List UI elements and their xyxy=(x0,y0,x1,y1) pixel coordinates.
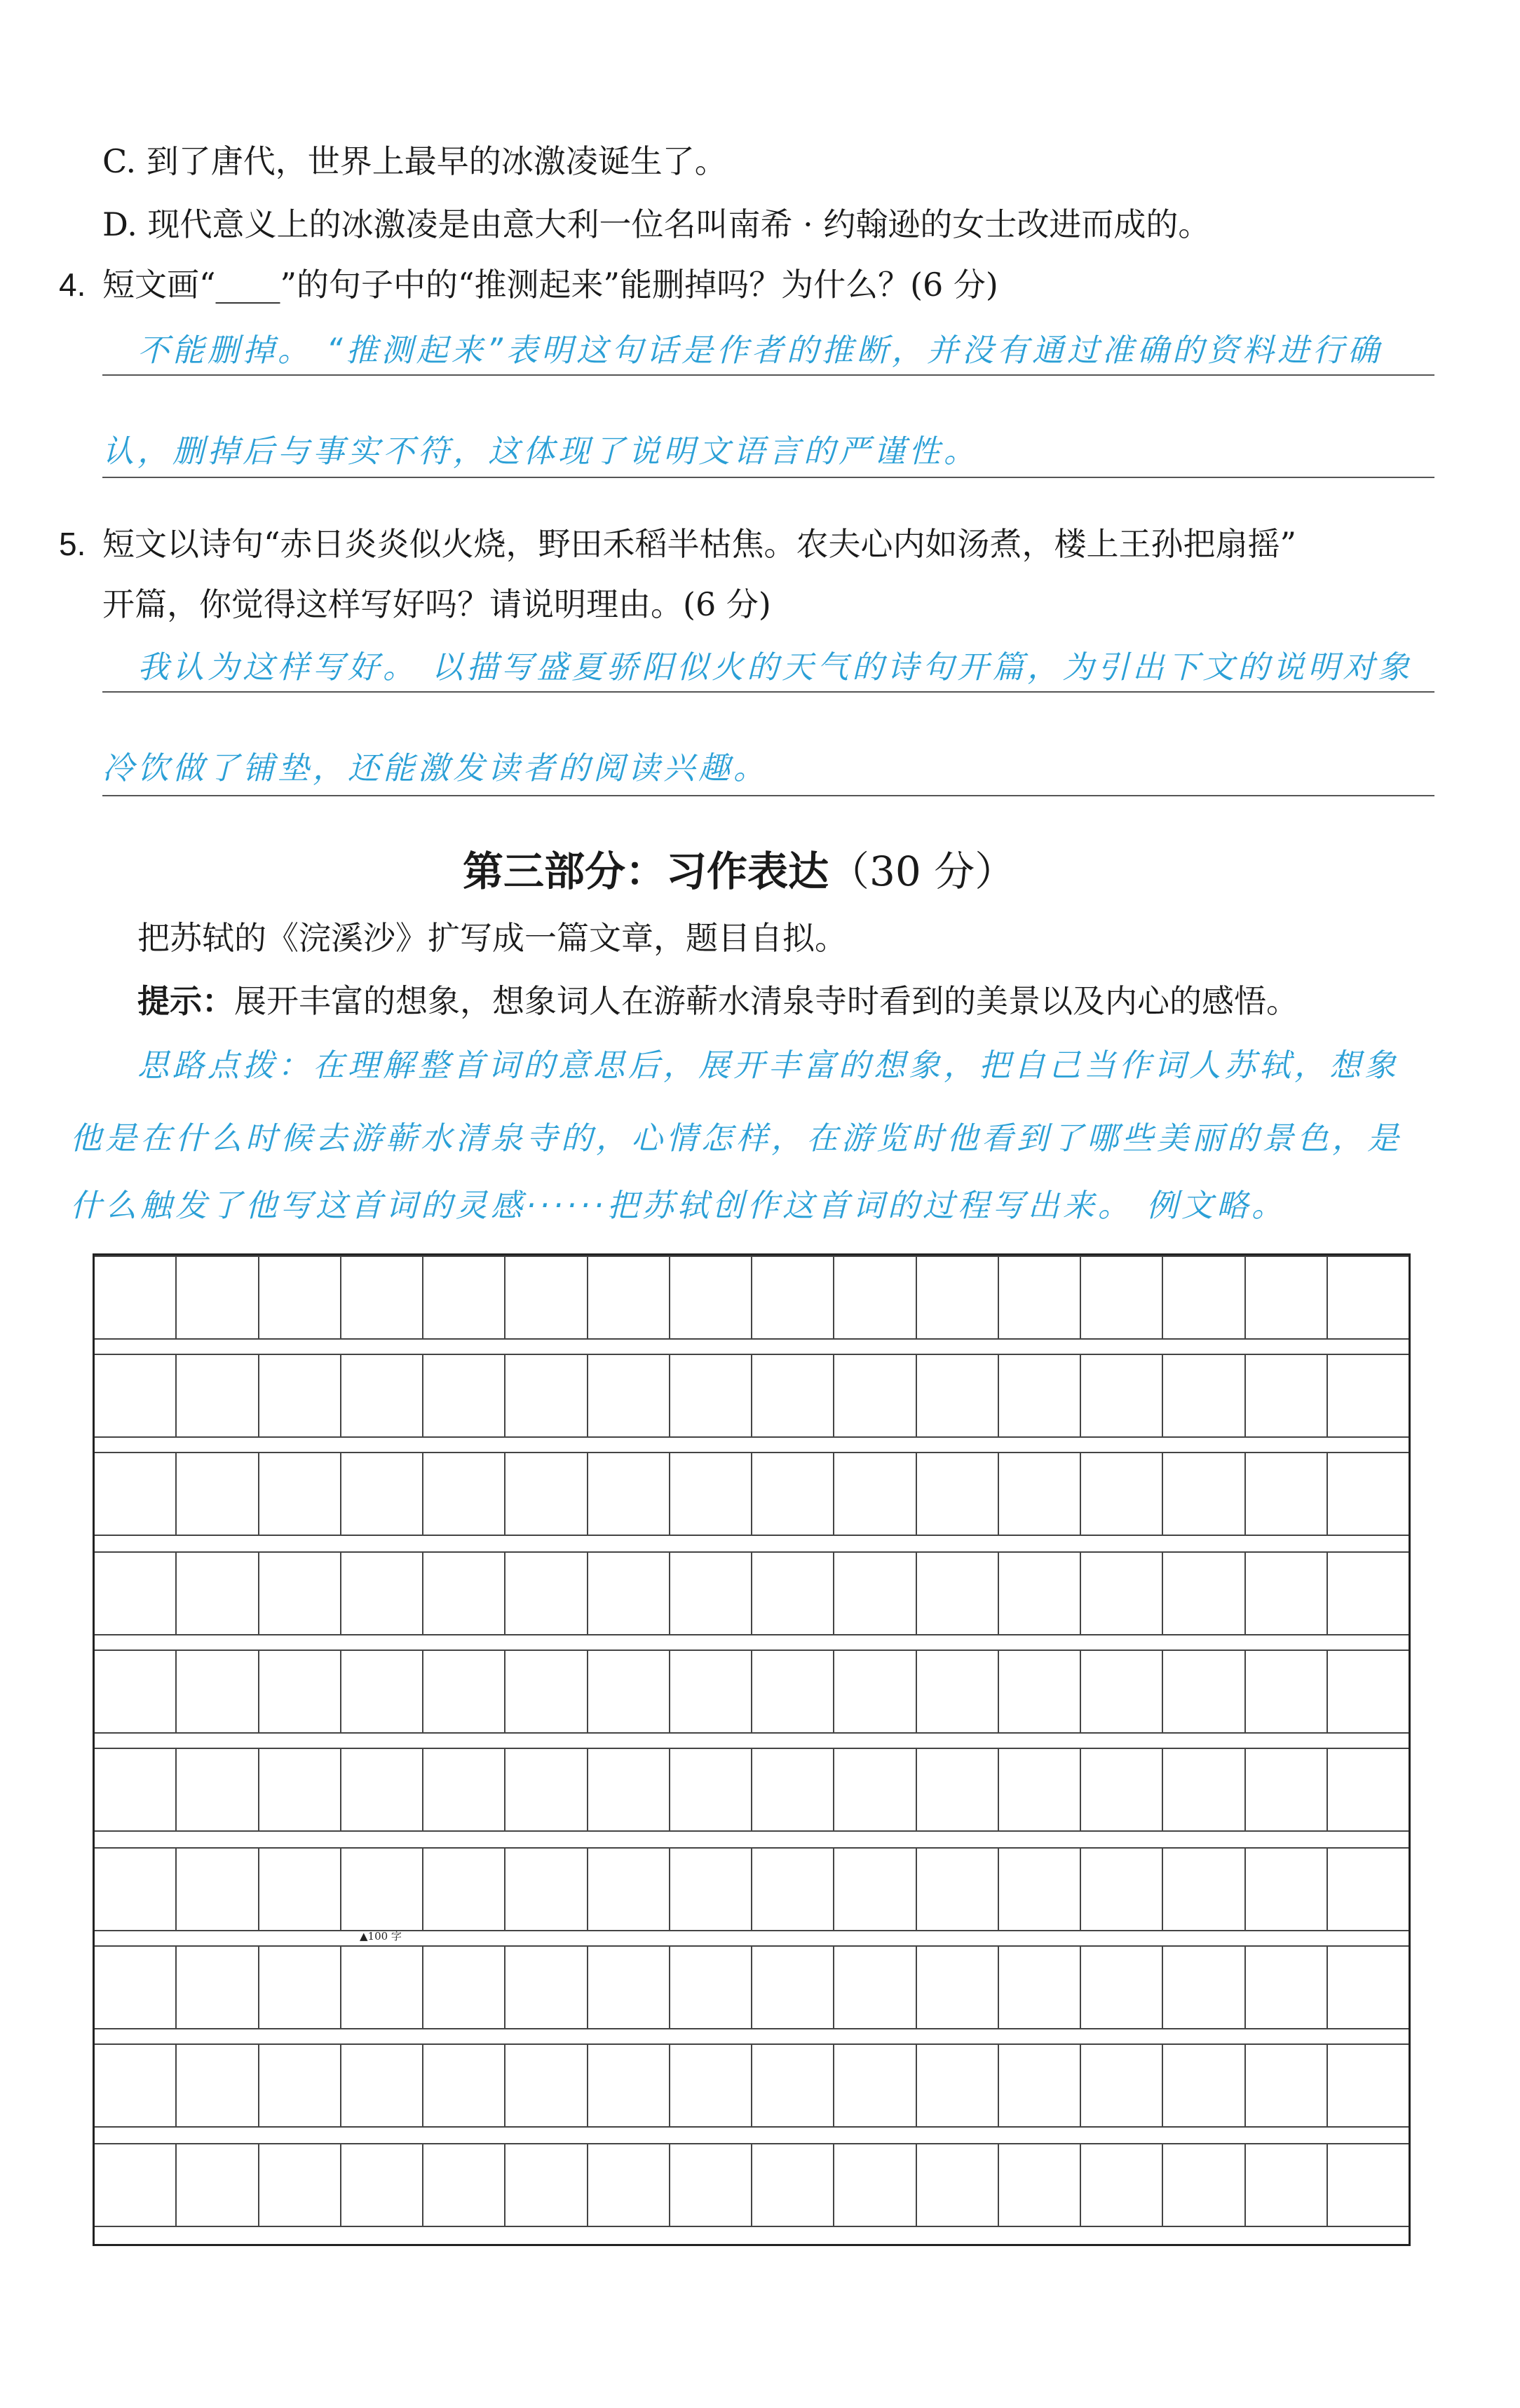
grid-row xyxy=(95,1256,1409,1340)
grid-cell[interactable] xyxy=(670,1553,752,1634)
grid-cell[interactable] xyxy=(1246,1257,1328,1338)
grid-cell[interactable] xyxy=(95,2144,177,2226)
grid-row xyxy=(95,1354,1409,1438)
grid-cell[interactable] xyxy=(752,1749,834,1830)
grid-cell[interactable] xyxy=(588,1651,670,1732)
grid-cell[interactable] xyxy=(1328,1355,1409,1436)
grid-cell[interactable] xyxy=(752,1355,834,1436)
grid-cell[interactable] xyxy=(588,1553,670,1634)
grid-cell[interactable] xyxy=(177,2144,259,2226)
grid-cell[interactable] xyxy=(341,1355,423,1436)
grid-cell[interactable] xyxy=(1246,1651,1328,1732)
grid-cell[interactable] xyxy=(1163,1651,1245,1732)
grid-cell[interactable] xyxy=(95,1553,177,1634)
option-d: D. 现代意义上的冰激凌是由意大利一位名叫南希 · 约翰逊的女士改进而成的。 xyxy=(102,205,1211,243)
grid-cell[interactable] xyxy=(341,2045,423,2126)
grid-cell[interactable] xyxy=(999,1453,1081,1535)
answer-line xyxy=(102,374,1434,376)
grid-cell[interactable] xyxy=(259,1453,341,1535)
grid-cell[interactable] xyxy=(341,1749,423,1830)
grid-cell[interactable] xyxy=(259,1947,341,2028)
grid-cell[interactable] xyxy=(1081,1947,1163,2028)
grid-cell[interactable] xyxy=(1328,1849,1409,1930)
grid-cell[interactable] xyxy=(834,1453,916,1535)
grid-cell[interactable] xyxy=(505,1453,588,1535)
grid-cell[interactable] xyxy=(1163,1553,1245,1634)
grid-cell[interactable] xyxy=(341,2144,423,2226)
grid-cell[interactable] xyxy=(1328,1257,1409,1338)
grid-cell[interactable] xyxy=(588,1849,670,1930)
grid-cell[interactable] xyxy=(259,2045,341,2126)
grid-cell[interactable] xyxy=(177,1749,259,1830)
grid-cell[interactable] xyxy=(834,1749,916,1830)
grid-cell[interactable] xyxy=(752,2045,834,2126)
writing-prompt: 把苏轼的《浣溪沙》扩写成一篇文章，题目自拟。 xyxy=(137,919,847,957)
grid-cell[interactable] xyxy=(917,1651,999,1732)
grid-cell[interactable] xyxy=(341,1453,423,1535)
grid-cell[interactable] xyxy=(752,1849,834,1930)
grid-cell[interactable] xyxy=(1246,1849,1328,1930)
grid-cell[interactable] xyxy=(1081,1355,1163,1436)
section-3-title xyxy=(463,847,1015,896)
grid-cell[interactable] xyxy=(505,1651,588,1732)
grid-cell[interactable] xyxy=(999,1749,1081,1830)
grid-cell[interactable] xyxy=(670,1947,752,2028)
grid-cell[interactable] xyxy=(917,1947,999,2028)
grid-cell[interactable] xyxy=(259,1749,341,1830)
grid-cell[interactable] xyxy=(1081,1849,1163,1930)
grid-cell[interactable] xyxy=(177,1453,259,1535)
grid-cell[interactable] xyxy=(670,1749,752,1830)
grid-cell[interactable] xyxy=(917,1553,999,1634)
grid-cell[interactable] xyxy=(1246,1749,1328,1830)
grid-cell[interactable] xyxy=(259,1651,341,1732)
question-5-number: 5. xyxy=(59,526,86,562)
grid-cell[interactable] xyxy=(423,2144,505,2226)
grid-row xyxy=(95,1649,1409,1734)
guide-line-2: 他是在什么时候去游蕲水清泉寺的，心情怎样，在游览时他看到了哪些美丽的景色，是 xyxy=(70,1120,1403,1157)
grid-cell[interactable] xyxy=(1081,1553,1163,1634)
grid-cell[interactable] xyxy=(259,1553,341,1634)
grid-cell[interactable] xyxy=(341,1947,423,2028)
grid-cell[interactable] xyxy=(259,1849,341,1930)
grid-cell[interactable] xyxy=(834,2144,916,2226)
grid-cell[interactable] xyxy=(505,1553,588,1634)
grid-cell[interactable] xyxy=(341,1257,423,1338)
grid-cell[interactable] xyxy=(834,1849,916,1930)
grid-cell[interactable] xyxy=(999,2045,1081,2126)
question-4-answer-line-1: 不能删掉。 “推测起来”表明这句话是作者的推断，并没有通过准确的资料进行确 xyxy=(137,332,1383,369)
grid-cell[interactable] xyxy=(1328,1553,1409,1634)
grid-cell[interactable] xyxy=(999,2144,1081,2226)
grid-cell[interactable] xyxy=(588,2045,670,2126)
grid-cell[interactable] xyxy=(834,1257,916,1338)
answer-line xyxy=(102,795,1434,796)
grid-cell[interactable] xyxy=(423,1849,505,1930)
grid-cell[interactable] xyxy=(1246,2045,1328,2126)
grid-cell[interactable] xyxy=(588,1453,670,1535)
grid-row xyxy=(95,2143,1409,2227)
grid-cell[interactable] xyxy=(1163,1355,1245,1436)
grid-cell[interactable] xyxy=(177,1849,259,1930)
grid-cell[interactable] xyxy=(505,1355,588,1436)
grid-cell[interactable] xyxy=(177,1947,259,2028)
grid-cell[interactable] xyxy=(1081,1453,1163,1535)
grid-cell[interactable] xyxy=(423,1651,505,1732)
section-3-title-text: 第三部分：习作表达 xyxy=(463,848,829,895)
grid-cell[interactable] xyxy=(259,1257,341,1338)
grid-cell[interactable] xyxy=(95,1453,177,1535)
grid-cell[interactable] xyxy=(670,1355,752,1436)
question-5-text-line-2: 开篇，你觉得这样写好吗？请说明理由。(6 分) xyxy=(102,585,771,623)
grid-cell[interactable] xyxy=(1163,1947,1245,2028)
grid-cell[interactable] xyxy=(1328,1453,1409,1535)
grid-cell[interactable] xyxy=(834,1553,916,1634)
grid-cell[interactable] xyxy=(1246,1553,1328,1634)
grid-cell[interactable] xyxy=(834,1355,916,1436)
hundred-char-marker: ▲100 字 xyxy=(360,1930,402,1943)
grid-cell[interactable] xyxy=(752,1651,834,1732)
question-4-answer-line-2: 认，删掉后与事实不符，这体现了说明文语言的严谨性。 xyxy=(102,433,979,470)
grid-row xyxy=(95,1847,1409,1931)
grid-cell[interactable] xyxy=(95,1947,177,2028)
grid-cell[interactable] xyxy=(917,2144,999,2226)
grid-cell[interactable] xyxy=(834,1651,916,1732)
grid-cell[interactable] xyxy=(423,2045,505,2126)
grid-cell[interactable] xyxy=(917,1453,999,1535)
grid-cell[interactable] xyxy=(505,2144,588,2226)
grid-cell[interactable] xyxy=(670,1453,752,1535)
question-5-text-line-1: 短文以诗句“赤日炎炎似火烧，野田禾稻半枯焦。农夫心内如汤煮，楼上王孙把扇摇” xyxy=(102,525,1297,563)
grid-cell[interactable] xyxy=(999,1553,1081,1634)
grid-cell[interactable] xyxy=(1246,1355,1328,1436)
grid-cell[interactable] xyxy=(341,1849,423,1930)
grid-cell[interactable] xyxy=(423,1453,505,1535)
grid-cell[interactable] xyxy=(177,1355,259,1436)
grid-cell[interactable] xyxy=(917,1355,999,1436)
question-5-answer-line-1: 我认为这样写好。 以描写盛夏骄阳似火的天气的诗句开篇，为引出下文的说明对象 xyxy=(137,648,1413,686)
grid-row xyxy=(95,1748,1409,1832)
grid-cell[interactable] xyxy=(505,1257,588,1338)
grid-cell[interactable] xyxy=(259,2144,341,2226)
question-4-text: 短文画“____”的句子中的“推测起来”能删掉吗？为什么？(6 分) xyxy=(102,266,998,304)
grid-cell[interactable] xyxy=(341,1553,423,1634)
grid-cell[interactable] xyxy=(1163,1257,1245,1338)
question-5-answer-line-2: 冷饮做了铺垫，还能激发读者的阅读兴趣。 xyxy=(102,749,769,787)
grid-cell[interactable] xyxy=(341,1651,423,1732)
grid-cell[interactable] xyxy=(95,2045,177,2126)
grid-cell[interactable] xyxy=(1328,1749,1409,1830)
grid-cell[interactable] xyxy=(1246,1453,1328,1535)
hint-text: 展开丰富的想象，想象词人在游蕲水清泉寺时看到的美景以及内心的感悟。 xyxy=(234,982,1298,1020)
guide-line-3: 什么触发了他写这首词的灵感······把苏轼创作这首词的过程写出来。 例文略。 xyxy=(70,1187,1287,1224)
grid-cell[interactable] xyxy=(1328,2144,1409,2226)
writing-grid[interactable] xyxy=(93,1253,1411,2246)
grid-cell[interactable] xyxy=(670,1849,752,1930)
grid-cell[interactable] xyxy=(917,2045,999,2126)
grid-cell[interactable] xyxy=(95,1651,177,1732)
grid-cell[interactable] xyxy=(423,1355,505,1436)
writing-hint xyxy=(137,980,1298,1022)
grid-cell[interactable] xyxy=(1081,1749,1163,1830)
grid-cell[interactable] xyxy=(423,1553,505,1634)
grid-cell[interactable] xyxy=(259,1355,341,1436)
grid-cell[interactable] xyxy=(1081,1257,1163,1338)
grid-cell[interactable] xyxy=(670,2045,752,2126)
section-3-points: （30 分） xyxy=(829,848,1016,895)
grid-cell[interactable] xyxy=(423,1749,505,1830)
grid-cell[interactable] xyxy=(752,2144,834,2226)
grid-cell[interactable] xyxy=(505,1749,588,1830)
grid-cell[interactable] xyxy=(999,1947,1081,2028)
grid-cell[interactable] xyxy=(1163,1849,1245,1930)
grid-cell[interactable] xyxy=(177,1553,259,1634)
grid-row xyxy=(95,1551,1409,1635)
grid-cell[interactable] xyxy=(423,1947,505,2028)
grid-cell[interactable] xyxy=(95,1849,177,1930)
grid-cell[interactable] xyxy=(95,1257,177,1338)
question-4-number: 4. xyxy=(59,266,86,303)
grid-row xyxy=(95,1452,1409,1536)
grid-cell[interactable] xyxy=(1163,1749,1245,1830)
grid-cell[interactable] xyxy=(999,1257,1081,1338)
grid-cell[interactable] xyxy=(752,1553,834,1634)
grid-cell[interactable] xyxy=(177,1651,259,1732)
grid-cell[interactable] xyxy=(1081,1651,1163,1732)
grid-cell[interactable] xyxy=(999,1355,1081,1436)
grid-cell[interactable] xyxy=(1246,2144,1328,2226)
grid-cell[interactable] xyxy=(834,1947,916,2028)
grid-row xyxy=(95,1945,1409,2029)
grid-cell[interactable] xyxy=(588,1257,670,1338)
grid-cell[interactable] xyxy=(95,1749,177,1830)
grid-cell[interactable] xyxy=(834,2045,916,2126)
grid-cell[interactable] xyxy=(588,1749,670,1830)
grid-cell[interactable] xyxy=(670,1651,752,1732)
grid-cell[interactable] xyxy=(670,1257,752,1338)
grid-cell[interactable] xyxy=(1081,2144,1163,2226)
grid-cell[interactable] xyxy=(588,1355,670,1436)
grid-cell[interactable] xyxy=(505,2045,588,2126)
grid-cell[interactable] xyxy=(588,2144,670,2226)
grid-cell[interactable] xyxy=(999,1651,1081,1732)
grid-cell[interactable] xyxy=(917,1849,999,1930)
answer-line xyxy=(102,477,1434,478)
grid-cell[interactable] xyxy=(670,2144,752,2226)
grid-cell[interactable] xyxy=(95,1355,177,1436)
grid-cell[interactable] xyxy=(1328,1651,1409,1732)
grid-cell[interactable] xyxy=(1163,2144,1245,2226)
grid-cell[interactable] xyxy=(588,1947,670,2028)
grid-cell[interactable] xyxy=(917,1749,999,1830)
grid-cell[interactable] xyxy=(1328,2045,1409,2126)
grid-cell[interactable] xyxy=(505,1849,588,1930)
grid-cell[interactable] xyxy=(177,2045,259,2126)
grid-cell[interactable] xyxy=(752,1257,834,1338)
grid-cell[interactable] xyxy=(999,1849,1081,1930)
hint-label: 提示： xyxy=(137,982,234,1020)
guide-line-1: 思路点拨：在理解整首词的意思后，展开丰富的想象，把自己当作词人苏轼，想象 xyxy=(137,1047,1400,1084)
grid-cell[interactable] xyxy=(917,1257,999,1338)
grid-cell[interactable] xyxy=(1246,1947,1328,2028)
grid-cell[interactable] xyxy=(1328,1947,1409,2028)
grid-cell[interactable] xyxy=(1163,2045,1245,2126)
grid-row xyxy=(95,2043,1409,2128)
option-c: C. 到了唐代，世界上最早的冰激凌诞生了。 xyxy=(102,142,727,180)
answer-line xyxy=(102,691,1434,693)
grid-cell[interactable] xyxy=(752,1453,834,1535)
grid-cell[interactable] xyxy=(505,1947,588,2028)
grid-cell[interactable] xyxy=(752,1947,834,2028)
grid-cell[interactable] xyxy=(423,1257,505,1338)
grid-cell[interactable] xyxy=(177,1257,259,1338)
grid-cell[interactable] xyxy=(1081,2045,1163,2126)
grid-cell[interactable] xyxy=(1163,1453,1245,1535)
